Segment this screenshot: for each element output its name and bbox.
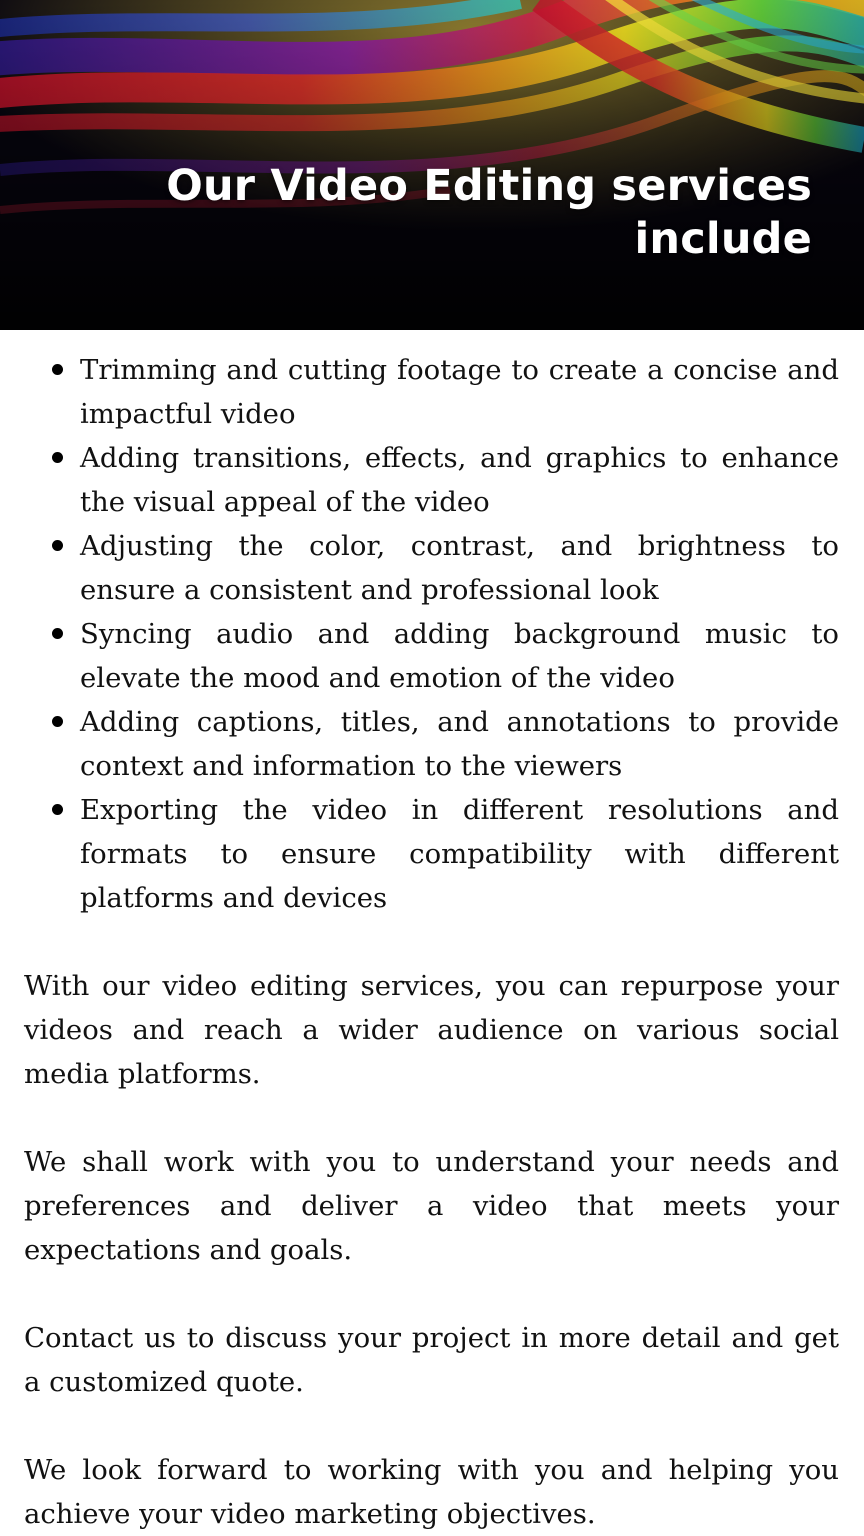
- list-item: [24, 524, 839, 612]
- bullet-icon: [52, 452, 63, 463]
- hero-banner: [0, 0, 864, 330]
- list-item-text: Adjusting the color, contrast, and brightness to ensure a consistent and professional look: [80, 530, 839, 606]
- list-item-text: Syncing audio and adding background music to elevate the mood and emotion of the video: [80, 618, 839, 694]
- bullet-icon: [52, 628, 63, 639]
- list-item: [24, 348, 839, 436]
- list-item-text: Trimming and cutting footage to create a concise and impactful video: [80, 354, 839, 430]
- list-item: [24, 612, 839, 700]
- page-title: Our Video Editing services include: [166, 161, 812, 264]
- main-content: [24, 348, 839, 1536]
- list-item: [24, 788, 839, 920]
- bullet-icon: [52, 804, 63, 815]
- list-item-text: Adding captions, titles, and annotations to provide context and information to the viewers: [80, 706, 839, 782]
- list-item: [24, 436, 839, 524]
- bullet-icon: [52, 716, 63, 727]
- list-item-text: Exporting the video in different resolutions and formats to ensure compatibility with different platforms and devices: [80, 794, 839, 914]
- paragraph-repurpose: With our video editing services, you can repurpose your videos and reach a wider audience on various social media platforms.: [24, 970, 839, 1090]
- list-item: [24, 700, 839, 788]
- list-item-text: Adding transitions, effects, and graphics to enhance the visual appeal of the video: [80, 442, 839, 518]
- paragraph-contact: Contact us to discuss your project in more detail and get a customized quote.: [24, 1322, 839, 1398]
- paragraph-closing: We look forward to working with you and helping you achieve your video marketing objectives.: [24, 1454, 839, 1530]
- paragraph-collaboration: We shall work with you to understand your needs and preferences and deliver a video that meets your expectations and goals.: [24, 1146, 839, 1266]
- bullet-icon: [52, 540, 63, 551]
- bullet-icon: [52, 364, 63, 375]
- services-list: [24, 348, 839, 920]
